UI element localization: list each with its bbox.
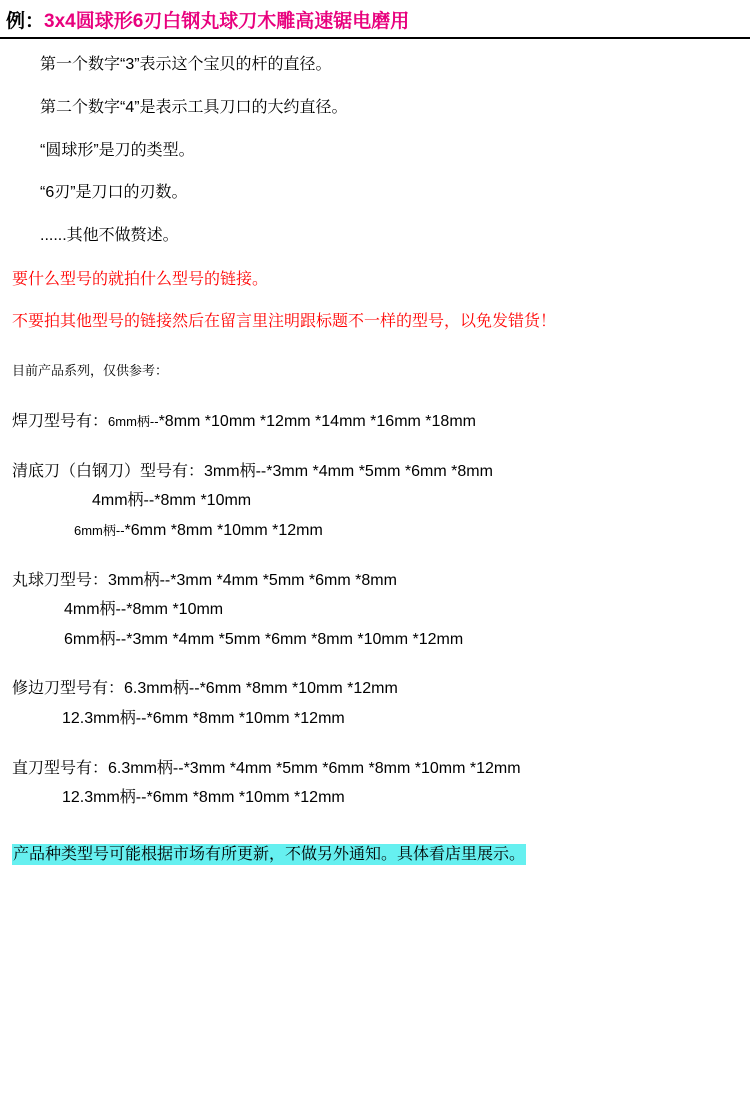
model-shank: 3mm柄-- <box>204 462 267 480</box>
model-row <box>12 570 750 592</box>
model-lead: 清底刀（白钢刀）型号有： <box>12 462 205 480</box>
model-shank: 3mm柄-- <box>108 571 171 589</box>
model-lead: 直刀型号有： <box>12 759 109 777</box>
model-shank: 4mm柄-- <box>64 601 127 619</box>
footer-note <box>0 843 750 867</box>
model-shank: 12.3mm柄-- <box>62 709 147 727</box>
model-shank: 6mm柄-- <box>64 630 127 648</box>
explanation-list <box>0 57 750 245</box>
model-lead: 焊刀型号有： <box>12 413 109 431</box>
model-lead: 丸球刀型号： <box>12 571 109 589</box>
model-row <box>12 490 750 512</box>
model-list <box>0 411 750 809</box>
series-heading: 目前产品系列，仅供参考： <box>12 363 169 379</box>
explanation-line: 第一个数字“3”表示这个宝贝的杆的直径。 <box>40 56 332 73</box>
model-sizes: *3mm *4mm *5mm *6mm *8mm *10mm *12mm <box>183 759 521 777</box>
page-title: 3x4圆球形6刃白钢丸球刀木雕高速锯电磨用 <box>44 11 410 32</box>
model-lead: 修边刀型号有： <box>12 680 125 698</box>
model-group-trimming <box>12 678 750 729</box>
model-shank: 6mm柄-- <box>108 414 159 430</box>
model-row <box>12 520 750 542</box>
model-shank: 6.3mm柄-- <box>124 680 200 698</box>
model-row <box>12 461 750 483</box>
model-shank: 12.3mm柄-- <box>62 789 147 807</box>
warning-notice <box>0 271 750 330</box>
model-row <box>12 629 750 651</box>
model-sizes: *8mm *10mm <box>154 492 252 510</box>
model-group-bottom-clearing <box>12 461 750 542</box>
model-sizes: *6mm *8mm *10mm *12mm <box>146 709 345 727</box>
notice-line: 不要拍其他型号的链接然后在留言里注明跟标题不一样的型号，以免发错货！ <box>12 312 557 330</box>
model-shank: 6.3mm柄-- <box>108 759 184 777</box>
model-group-ball-nose <box>12 570 750 651</box>
explanation-line: 第二个数字“4”是表示工具刀口的大约直径。 <box>40 98 348 116</box>
model-sizes: *6mm *8mm *10mm *12mm <box>124 521 323 539</box>
model-sizes: *3mm *4mm *5mm *6mm *8mm *10mm *12mm <box>126 630 464 648</box>
model-group-straight <box>12 758 750 809</box>
model-row <box>12 708 750 730</box>
model-row <box>12 758 750 780</box>
model-sizes: *6mm *8mm *10mm *12mm <box>199 680 398 698</box>
title-bar <box>0 0 750 39</box>
explanation-line: “圆球形”是刀的类型。 <box>40 141 195 159</box>
model-shank: 6mm柄-- <box>74 522 125 538</box>
notice-line: 要什么型号的就拍什么型号的链接。 <box>12 270 269 288</box>
model-sizes: *8mm *10mm *12mm *14mm *16mm *18mm <box>158 413 476 431</box>
model-row <box>12 678 750 700</box>
model-sizes: *3mm *4mm *5mm *6mm *8mm <box>170 571 397 589</box>
title-label: 例： <box>6 11 45 32</box>
model-sizes: *8mm *10mm <box>126 601 224 619</box>
model-group-welding <box>12 411 750 433</box>
model-shank: 4mm柄-- <box>92 492 155 510</box>
model-row <box>12 599 750 621</box>
model-sizes: *6mm *8mm *10mm *12mm <box>146 789 345 807</box>
footer-highlight-text: 产品种类型号可能根据市场有所更新，不做另外通知。具体看店里展示。 <box>13 845 526 863</box>
explanation-line: “6刃”是刀口的刃数。 <box>40 184 188 202</box>
model-sizes: *3mm *4mm *5mm *6mm *8mm <box>266 462 493 480</box>
model-row <box>12 787 750 809</box>
explanation-line: ......其他不做赘述。 <box>40 227 179 245</box>
model-row <box>12 411 750 433</box>
